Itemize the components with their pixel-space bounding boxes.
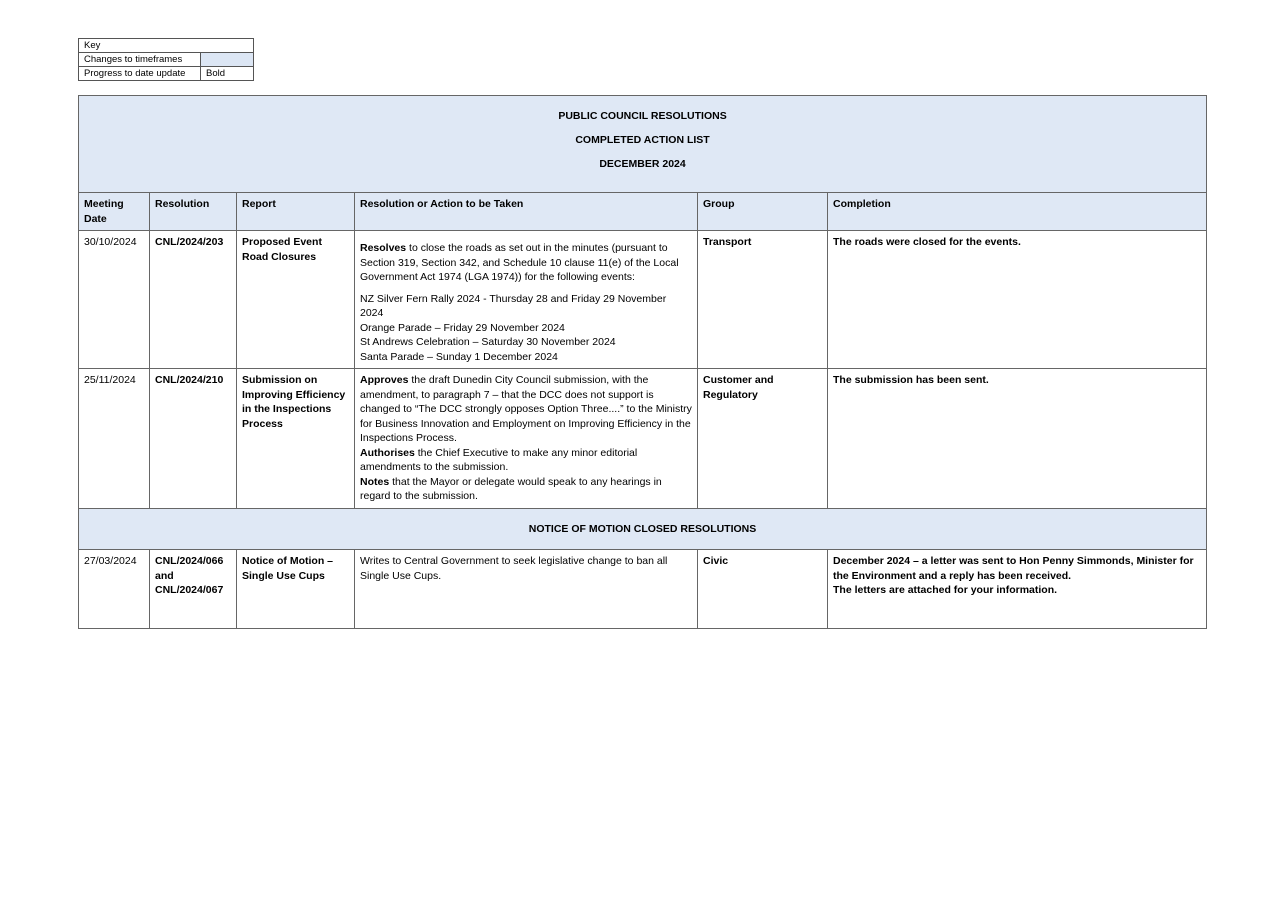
col-header-action: Resolution or Action to be Taken xyxy=(355,193,698,231)
action-lead: Notes xyxy=(360,475,390,488)
col-header-completion: Completion xyxy=(828,193,1207,231)
meeting-date: 27/03/2024 xyxy=(79,550,150,629)
banner-subtitle: COMPLETED ACTION LIST xyxy=(575,134,710,146)
resolution-line: CNL/2024/067 xyxy=(155,584,224,596)
resolutions-table xyxy=(78,95,1207,629)
table-row xyxy=(79,231,1207,369)
key-value-bold: Bold xyxy=(201,67,254,81)
action-cell: Writes to Central Government to seek legislative change to ban all Single Use Cups. xyxy=(355,550,698,629)
action-cell xyxy=(355,231,698,369)
action-cell xyxy=(355,369,698,509)
banner xyxy=(79,96,1207,193)
action-paragraph xyxy=(360,475,692,504)
banner-row xyxy=(79,96,1207,193)
action-paragraph xyxy=(360,241,692,285)
key-table xyxy=(78,38,254,81)
key-swatch-highlight xyxy=(201,53,254,67)
col-header-meeting-date: Meeting Date xyxy=(79,193,150,231)
action-lead: Authorises xyxy=(360,446,415,459)
header-row xyxy=(79,193,1207,231)
resolution-number: CNL/2024/203 xyxy=(150,231,237,369)
event-item: Orange Parade – Friday 29 November 2024 xyxy=(360,321,565,334)
action-text: to close the roads as set out in the minutes (pursuant to Section 319, Section 342, and Schedule 10 clause 11(e) of the Local Government Act 1974 (LGA 1974)) for the following events: xyxy=(360,242,679,283)
col-header-report: Report xyxy=(237,193,355,231)
table-row xyxy=(79,550,1207,629)
action-paragraph xyxy=(360,373,692,446)
event-item: NZ Silver Fern Rally 2024 - Thursday 28 and Friday 29 November 2024 xyxy=(360,292,667,319)
action-text: the Chief Executive to make any minor editorial amendments to the submission. xyxy=(360,446,638,473)
table-row xyxy=(79,369,1207,509)
completion-line: December 2024 – a letter was sent to Hon Penny Simmonds, Minister for the Environment and a reply has been received. xyxy=(833,555,1194,582)
col-header-group: Group xyxy=(698,193,828,231)
col-header-resolution: Resolution xyxy=(150,193,237,231)
key-title: Key xyxy=(79,39,254,53)
action-lead: Resolves xyxy=(360,242,407,254)
action-text: that the Mayor or delegate would speak to any hearings in regard to the submission. xyxy=(360,475,662,502)
meeting-date: 30/10/2024 xyxy=(79,231,150,369)
action-lead: Approves xyxy=(360,374,409,386)
notice-section-title: NOTICE OF MOTION CLOSED RESOLUTIONS xyxy=(79,508,1207,550)
meeting-date: 25/11/2024 xyxy=(79,369,150,509)
resolution-number xyxy=(150,550,237,629)
completion-line: The letters are attached for your information. xyxy=(833,584,1058,596)
resolution-line: CNL/2024/066 xyxy=(155,555,224,567)
key-label-progress: Progress to date update xyxy=(79,67,201,81)
action-paragraph xyxy=(360,446,692,475)
action-text: the draft Dunedin City Council submission, with the amendment, to paragraph 7 – that the DCC does not support is changed to “The DCC strongly opposes Option Three....” to the Ministry for Business Innovation and Employment on Improving Efficiency in the Inspections Process. xyxy=(360,374,692,444)
event-item: St Andrews Celebration – Saturday 30 November 2024 xyxy=(360,336,616,348)
report-title: Submission on Improving Efficiency in the Inspections Process xyxy=(237,369,355,509)
report-title: Notice of Motion – Single Use Cups xyxy=(237,550,355,629)
report-title: Proposed Event Road Closures xyxy=(237,231,355,369)
resolution-line: and xyxy=(155,569,174,582)
banner-title: PUBLIC COUNCIL RESOLUTIONS xyxy=(558,110,727,122)
key-label-timeframes: Changes to timeframes xyxy=(79,53,201,67)
group: Transport xyxy=(698,231,828,369)
completion: The roads were closed for the events. xyxy=(828,231,1207,369)
completion xyxy=(828,550,1207,629)
resolution-number: CNL/2024/210 xyxy=(150,369,237,509)
event-item: Santa Parade – Sunday 1 December 2024 xyxy=(360,350,558,363)
group: Civic xyxy=(698,550,828,629)
banner-date: DECEMBER 2024 xyxy=(599,158,686,170)
notice-section-row xyxy=(79,508,1207,550)
completion: The submission has been sent. xyxy=(828,369,1207,509)
group: Customer and Regulatory xyxy=(698,369,828,509)
